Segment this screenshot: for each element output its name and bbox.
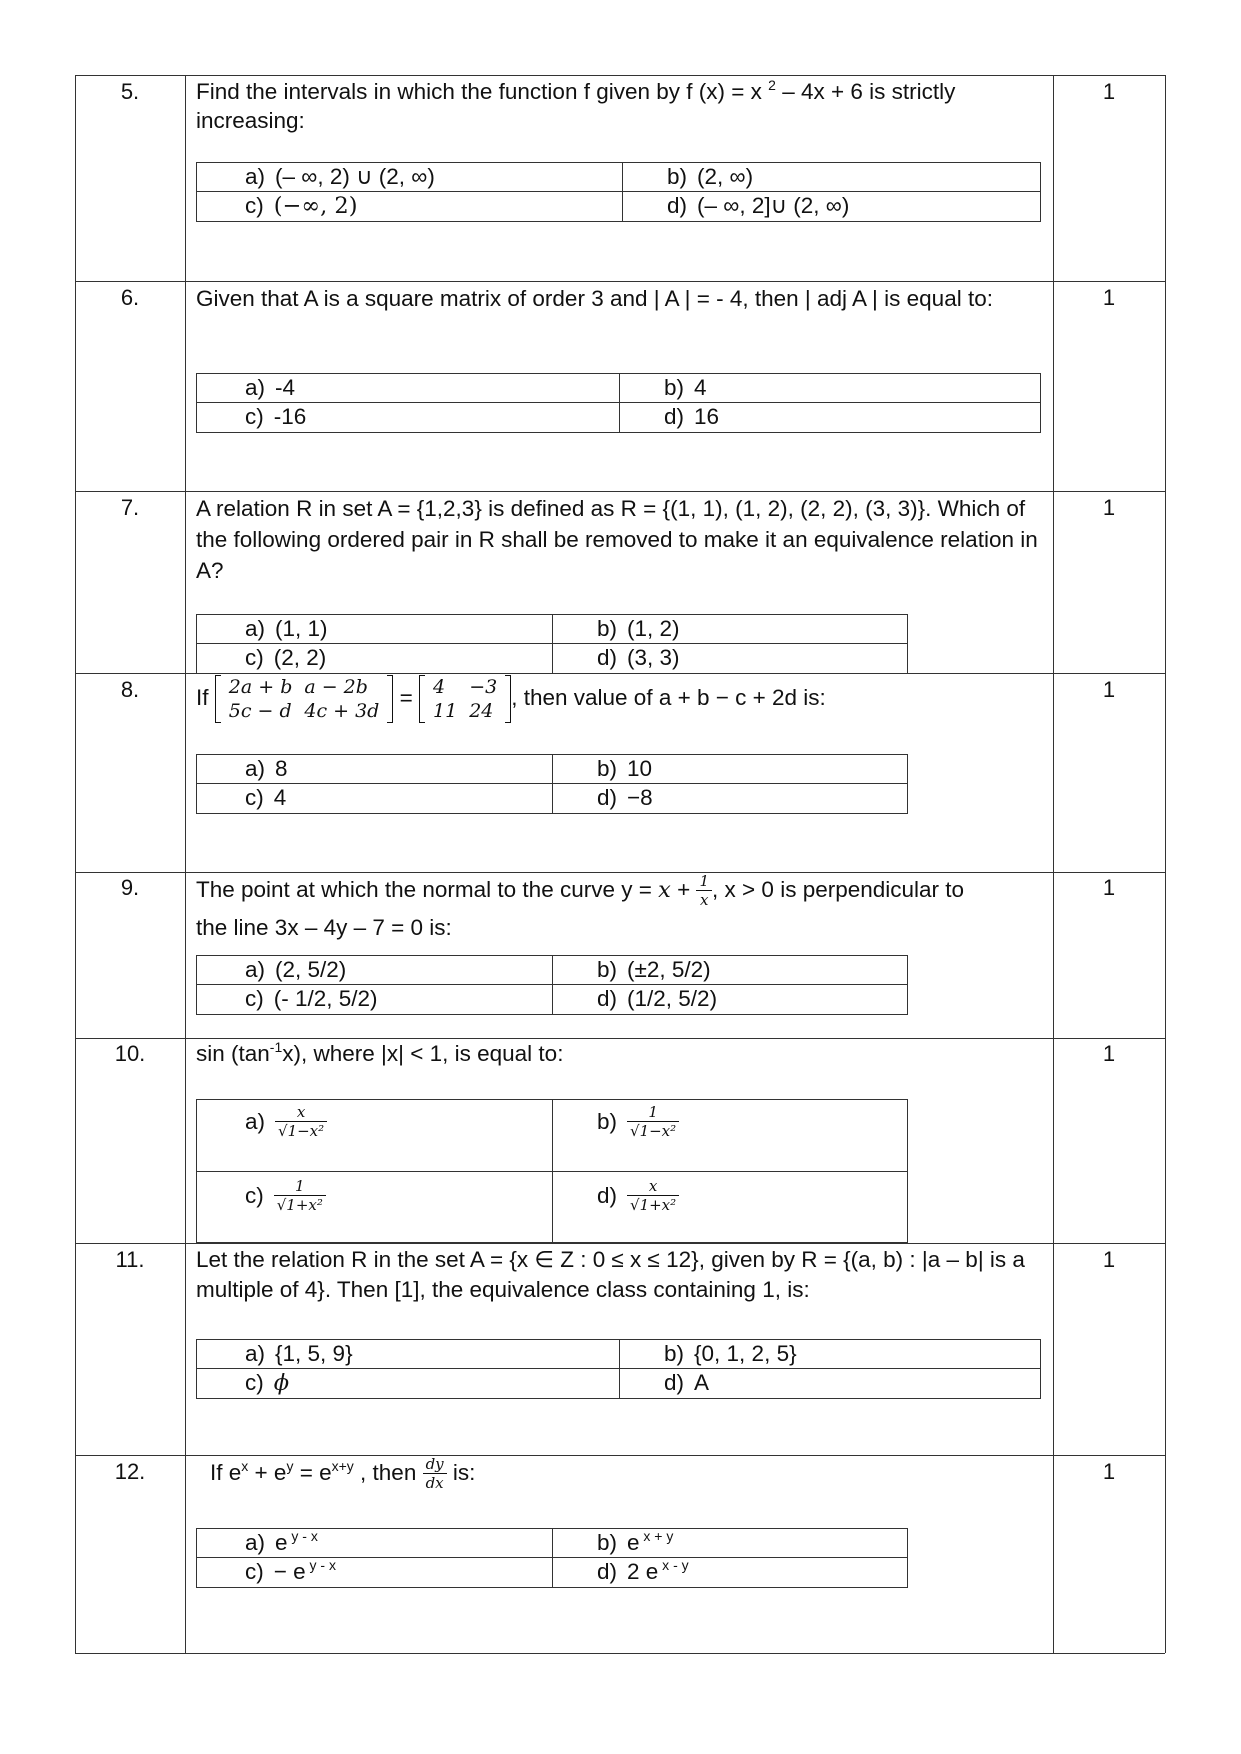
matrix-cell: 24 [469, 700, 494, 722]
question-text [196, 675, 1046, 723]
question-number: 8. [120, 677, 140, 702]
option-b [597, 756, 652, 782]
option-a [245, 756, 288, 782]
option-value: -16 [273, 404, 307, 429]
option-value: (– ∞, 2]∪ (2, ∞) [697, 193, 850, 218]
options-divider [619, 1340, 620, 1398]
option-a [245, 1104, 327, 1140]
question-marks: 1 [1102, 285, 1116, 310]
table-border-left [75, 75, 76, 1653]
option-d [664, 404, 719, 430]
question-text [196, 871, 1046, 947]
question-marks: 1 [1102, 79, 1116, 104]
option-label: b) [597, 1530, 618, 1555]
option-c [245, 645, 326, 671]
question-text-part: = e [293, 1460, 332, 1485]
option-label: b) [597, 616, 618, 641]
fraction [275, 1104, 327, 1140]
option-label: a) [245, 756, 266, 781]
option-value: ϕ [273, 1370, 290, 1396]
option-value: e [627, 1530, 640, 1555]
fraction [696, 873, 712, 909]
fraction [274, 1178, 326, 1214]
option-label: c) [245, 404, 264, 429]
question-text-part: + e [248, 1460, 287, 1485]
question-text: Let the relation R in the set A = {x ∈ Z : 0 ≤ x ≤ 12}, given by R = {(a, b) : |a – b| is a multiple of 4}. Then [1], the equivalence class containing 1, is: [196, 1247, 1025, 1302]
option-value: -4 [275, 375, 296, 400]
option-label: d) [597, 645, 618, 670]
exponent: y [286, 1458, 294, 1474]
option-label: c) [245, 1370, 264, 1395]
option-value: (2, ∞) [697, 164, 754, 189]
option-a [245, 375, 295, 401]
options-table [196, 955, 908, 1015]
option-value: (3, 3) [627, 645, 680, 670]
fraction-denominator: dx [425, 1474, 444, 1493]
question-number: 5. [120, 79, 140, 104]
question-marks: 1 [1102, 495, 1116, 520]
matrix-cell: 11 [433, 700, 458, 722]
row-divider [75, 281, 1165, 282]
option-label: d) [597, 1183, 618, 1208]
options-table [196, 614, 908, 674]
option-value: (– ∞, 2) ∪ (2, ∞) [275, 164, 435, 189]
exponent: x - y [658, 1557, 689, 1573]
option-label: c) [245, 1559, 264, 1584]
column-divider-number [185, 75, 186, 1653]
question-number: 7. [120, 495, 140, 520]
option-value: (1/2, 5/2) [627, 986, 718, 1011]
options-divider [552, 956, 553, 1014]
option-d [597, 1559, 689, 1585]
option-label: d) [597, 1559, 618, 1584]
option-a [245, 164, 435, 190]
exponent: -1 [269, 1039, 283, 1055]
option-label: d) [667, 193, 688, 218]
fraction-numerator: x [627, 1178, 679, 1196]
question-text: A relation R in set A = {1,2,3} is defined as R = {(1, 1), (1, 2), (2, 2), (3, 3)}. Which of the following ordered pair in R shall be removed to make it an equivalence relation in A? [196, 496, 1038, 583]
option-c [245, 1178, 326, 1214]
option-b [597, 616, 680, 642]
option-label: b) [664, 375, 685, 400]
exponent: y - x [287, 1528, 318, 1544]
option-value: (1, 2) [627, 616, 680, 641]
options-table [196, 1099, 908, 1243]
matrix-cell: 4c + 3d [304, 700, 380, 722]
option-c [245, 785, 286, 811]
question-number: 6. [120, 285, 140, 310]
question-marks: 1 [1102, 1459, 1116, 1484]
option-label: d) [597, 986, 618, 1011]
option-value: 2 e [627, 1559, 659, 1584]
fraction-denominator: √1−x² [278, 1122, 325, 1140]
question-text-part: – 4x + 6 is strictly increasing: [196, 79, 956, 133]
question-text-part: sin (tan [196, 1041, 270, 1066]
option-label: c) [245, 193, 264, 218]
option-c [245, 986, 378, 1012]
option-label: d) [597, 785, 618, 810]
row-divider [75, 491, 1165, 492]
option-value: 4 [694, 375, 707, 400]
matrix-right [419, 675, 511, 723]
option-value: (±2, 5/2) [627, 957, 711, 982]
options-table [196, 162, 1041, 222]
option-value: − e [273, 1559, 306, 1584]
exponent: y - x [305, 1557, 336, 1573]
options-table [196, 1528, 908, 1588]
option-value: (1, 1) [275, 616, 328, 641]
fraction [423, 1456, 447, 1492]
question-marks: 1 [1102, 1041, 1116, 1066]
option-label: a) [245, 164, 266, 189]
matrix-cell: −3 [469, 676, 498, 698]
option-label: c) [245, 1183, 264, 1208]
option-label: a) [245, 1109, 266, 1134]
question-text-part: the line 3x – 4y – 7 = 0 is: [196, 915, 452, 941]
matrix-cell: 2a + b [228, 676, 293, 698]
matrix-cell: 4 [433, 676, 446, 698]
option-label: c) [245, 986, 264, 1011]
exponent: x [241, 1458, 249, 1474]
option-b [597, 1104, 679, 1140]
exponent: x+y [331, 1458, 354, 1474]
question-text-part: , then value of a + b − c + 2d is: [511, 684, 826, 710]
option-b [664, 1341, 797, 1367]
options-table [196, 1339, 1041, 1399]
question-marks: 1 [1102, 677, 1116, 702]
option-value: 4 [273, 785, 287, 810]
option-d [597, 785, 653, 811]
option-label: b) [597, 1109, 618, 1134]
option-value: e [275, 1530, 288, 1555]
option-d [597, 645, 680, 671]
option-b [597, 957, 711, 983]
option-value: {1, 5, 9} [275, 1341, 353, 1366]
option-c [245, 1559, 336, 1585]
question-text-part: + [670, 877, 697, 902]
question-text [196, 77, 1046, 135]
option-value: (- 1/2, 5/2) [273, 986, 378, 1011]
option-value: 8 [275, 756, 288, 781]
option-c [245, 1370, 289, 1396]
options-divider [552, 1100, 553, 1242]
option-a [245, 616, 328, 642]
option-a [245, 1530, 318, 1556]
option-value: A [694, 1370, 710, 1395]
fraction-denominator: √1−x² [630, 1122, 677, 1140]
fraction-denominator: √1+x² [630, 1196, 677, 1214]
question-text-part: is: [446, 1460, 476, 1485]
column-divider-marks [1053, 75, 1054, 1653]
options-divider [552, 755, 553, 813]
option-label: a) [245, 375, 266, 400]
question-text-part: , then [353, 1460, 423, 1485]
option-c [245, 404, 306, 430]
option-label: a) [245, 1341, 266, 1366]
option-label: c) [245, 785, 264, 810]
question-text-part: The point at which the normal to the curve y = [196, 877, 659, 902]
fraction [627, 1178, 679, 1214]
question-text-part: = [399, 684, 413, 710]
question-text [210, 1453, 1060, 1493]
question-text-part: If e [210, 1460, 242, 1485]
options-divider [197, 191, 1040, 192]
fraction-denominator: x [700, 891, 709, 910]
option-a [245, 1341, 353, 1367]
options-divider [552, 615, 553, 673]
option-label: a) [245, 957, 266, 982]
option-label: b) [597, 756, 618, 781]
exponent: 2 [768, 77, 776, 93]
question-number: 9. [120, 875, 140, 900]
question-marks: 1 [1102, 875, 1116, 900]
option-value: (2, 2) [273, 645, 327, 670]
option-label: b) [664, 1341, 685, 1366]
fraction-numerator: dy [423, 1456, 447, 1474]
option-value: 10 [627, 756, 653, 781]
options-table [196, 373, 1041, 433]
question-text-part: If [196, 684, 209, 710]
option-value: (2, 5/2) [275, 957, 347, 982]
option-d [597, 986, 717, 1012]
matrix-cell: a − 2b [304, 676, 368, 698]
question-text: Given that A is a square matrix of order 3 and | A | = - 4, then | adj A | is equal to: [196, 286, 993, 311]
option-value: {0, 1, 2, 5} [694, 1341, 797, 1366]
option-d [667, 193, 849, 219]
option-label: d) [664, 1370, 685, 1395]
option-b [667, 164, 753, 190]
options-divider [619, 374, 620, 432]
option-value: 16 [694, 404, 720, 429]
row-divider [75, 1243, 1165, 1244]
table-border-right [1165, 75, 1166, 1653]
option-label: a) [245, 1530, 266, 1555]
fraction-numerator: 1 [696, 873, 712, 891]
fraction-denominator: √1+x² [276, 1196, 323, 1214]
option-label: b) [667, 164, 688, 189]
option-b [664, 375, 707, 401]
option-value: (−∞, 2) [273, 193, 358, 219]
fraction-numerator: x [275, 1104, 327, 1122]
question-text-part: x), where |x| < 1, is equal to: [282, 1041, 564, 1066]
options-table [196, 754, 908, 814]
matrix-cell: 5c − d [228, 700, 292, 722]
option-label: d) [664, 404, 685, 429]
question-text-part: , x > 0 is perpendicular to [712, 877, 965, 902]
options-divider [622, 163, 623, 221]
question-number: 12. [114, 1459, 146, 1484]
question-number: 11. [115, 1247, 145, 1272]
options-divider [552, 1529, 553, 1587]
option-d [597, 1178, 679, 1214]
exponent: x + y [639, 1528, 674, 1544]
option-label: c) [245, 645, 264, 670]
question-marks: 1 [1102, 1247, 1116, 1272]
question-number: 10. [114, 1041, 146, 1066]
math-variable: x [658, 877, 671, 903]
row-divider [75, 75, 1165, 76]
row-divider [75, 1653, 1165, 1654]
option-d [664, 1370, 709, 1396]
option-value: −8 [627, 785, 653, 810]
option-a [245, 957, 346, 983]
option-b [597, 1530, 673, 1556]
option-c [245, 193, 358, 219]
option-label: b) [597, 957, 618, 982]
question-text [196, 1039, 1046, 1068]
option-label: a) [245, 616, 266, 641]
matrix-left [215, 675, 394, 723]
question-table [75, 75, 1165, 1653]
question-text-part: Find the intervals in which the function f given by f (x) = x [196, 79, 769, 104]
fraction [627, 1104, 679, 1140]
fraction-numerator: 1 [274, 1178, 326, 1196]
fraction-numerator: 1 [627, 1104, 679, 1122]
